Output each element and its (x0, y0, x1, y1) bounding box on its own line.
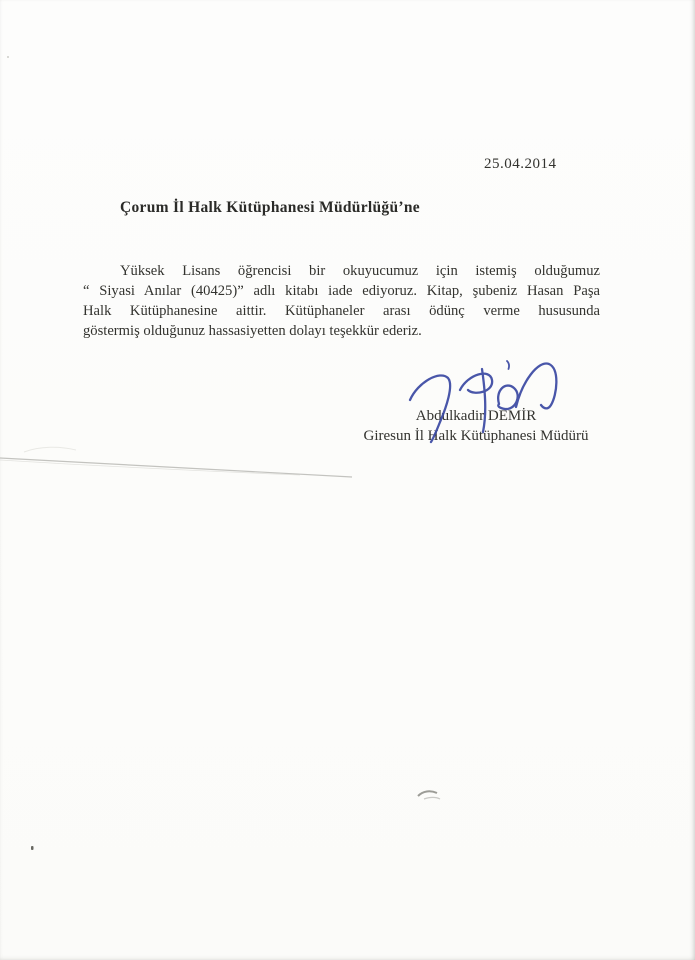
signer-name: Abdulkadir DEMİR (415, 408, 537, 424)
letter-body-line: göstermiş olduğunuz hassasiyetten dolayı teşekkür ederiz. (83, 323, 422, 339)
letter-body-line: Halk Kütüphanesine aittir. Kütüphaneler arası ödünç verme hususunda (83, 303, 600, 319)
signer-title: Giresun İl Halk Kütüphanesi Müdürü (363, 428, 589, 444)
signature-block (330, 406, 622, 446)
letter-date: 25.04.2014 (484, 156, 557, 172)
letter-body (83, 261, 600, 341)
letter-body-line: Yüksek Lisans öğrencisi bir okuyucumuz için istemiş olduğumuz (120, 263, 600, 279)
letter-body-line: “ Siyasi Anılar (40425)” adlı kitabı iade ediyoruz. Kitap, şubeniz Hasan Paşa (83, 283, 600, 299)
letter-recipient: Çorum İl Halk Kütüphanesi Müdürlüğü’ne (120, 199, 420, 216)
